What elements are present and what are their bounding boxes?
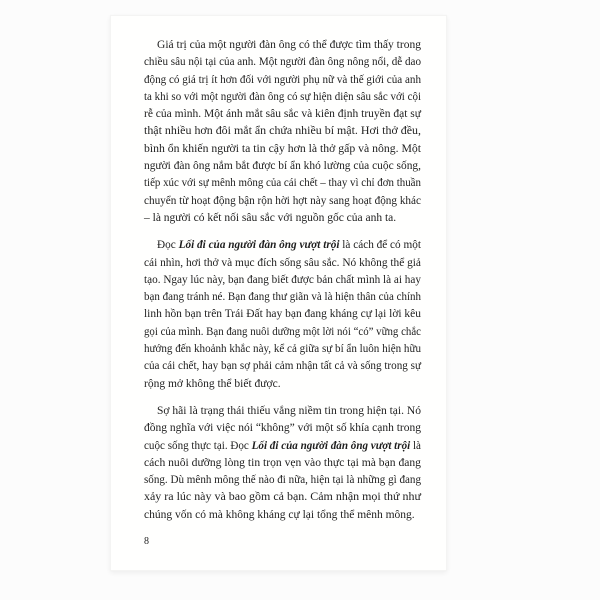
text-run: chiều sâu nội tại của anh. Một người đàn ông nông nổi, dễ dao [144,56,421,69]
text-line [144,37,421,54]
text-line [144,123,421,140]
text-run: động có giá trị ít hơn đối với người phụ nữ và thế giới của anh [144,73,422,86]
text-line [144,237,421,254]
text-line [144,89,421,106]
text-run: thật nhiều hơn đôi mắt ẩn chứa nhiều bí mật. Hơi thở đều, [144,125,422,138]
text-run: ta khi so với một người đàn ông có sự hiện diện sâu sắc với cội [144,90,421,103]
text-line [144,472,421,489]
text-run: – là người có kết nối sâu sắc với nguồn gốc của anh ta. [144,211,397,224]
text-run: gọi của mình. Bạn đang nuôi dưỡng một lời nói “có” vững chắc [144,325,421,338]
text-run: cách nuôi dưỡng lòng tin trọn vẹn vào thực tại mà bạn đang [144,456,421,469]
paragraph [144,37,421,227]
text-line [144,175,421,192]
text-run: đồng nghĩa với việc nói “không” với một số khía cạnh trong [144,422,421,435]
text-line [144,210,421,227]
book-page [110,15,447,571]
text-line [144,306,421,323]
book-title-emphasis: Lối đi của người đàn ông vượt trội [251,439,411,452]
text-line [144,141,421,158]
text-run: Đọc [157,239,179,252]
text-run: Sợ hãi là trạng thái thiếu vắng niềm tin trong hiện tại. Nó [157,404,422,417]
text-run: Giá trị của một người đàn ông có thể được tìm thấy trong [157,39,422,51]
text-line [144,272,421,289]
text-run: hướng đến khoảnh khắc này, kể cả giữa sự bí ẩn luôn hiện hữu [144,343,421,356]
text-line [144,438,421,455]
text-line [144,255,421,272]
paragraph [144,403,421,524]
text-run: linh hồn bạn trên Trái Đất hay bạn đang kháng cự lại lời kêu [144,308,421,321]
text-run: tiếp xúc với sự mênh mông của cái chết – thay vì chỉ đơn thuần [144,177,421,190]
text-line [144,455,421,472]
text-line [144,403,421,420]
page-number: 8 [144,536,149,547]
text-run: chuyển từ hoạt động bận rộn hời hợt này sang hoạt động khác [144,194,421,207]
text-run: rễ của mình. Một ánh mắt sâu sắc và kiên định truyền đạt sự [144,108,422,121]
text-line [144,289,421,306]
text-run: tạo. Ngay lúc này, bạn đang biết được bản chất mình là ai hay [144,273,422,286]
text-line [144,420,421,437]
text-line [144,341,421,358]
text-line [144,507,421,524]
text-run: chúng vốn có mà không kháng cự lại tổng thể mênh mông. [144,508,415,521]
text-line [144,489,421,506]
text-run: bình ổn khiến người ta tin cậy hơn là thở gấp và nông. Một [144,142,422,155]
text-run: người đàn ông nắm bắt được bí ẩn khó lường của cuộc sống, [144,160,421,173]
paragraph [144,237,421,393]
page-text [144,37,421,534]
text-line [144,158,421,175]
text-line [144,324,421,341]
text-line [144,358,421,375]
text-run: bạn đang tránh né. Bạn đang thư giãn và là hiện thân của chính [144,291,422,304]
text-run: rộng mở không thể biết được. [144,377,281,390]
text-run: cuộc sống thực tại. Đọc [144,439,252,452]
book-title-emphasis: Lối đi của người đàn ông vượt trội [178,239,340,252]
text-line [144,54,421,71]
text-run: của cái chết, hay bạn sợ phải cảm nhận tất cả và sống trong sự [144,360,422,373]
text-line [144,72,421,89]
text-run: sống. Dù mênh mông thế nào đi nữa, hiện tại là những gì đang [144,474,422,487]
text-run: xảy ra lúc này và bao gồm cả bạn. Cảm nhận mọi thứ như [144,491,422,504]
text-run: là [410,439,421,452]
text-line [144,106,421,123]
text-run: cái nhìn, hơi thở và mục đích sống sâu sắc. Nó không thể giả [144,256,421,269]
text-run: là cách để có một [339,239,422,252]
text-line [144,193,421,210]
text-line [144,376,421,393]
